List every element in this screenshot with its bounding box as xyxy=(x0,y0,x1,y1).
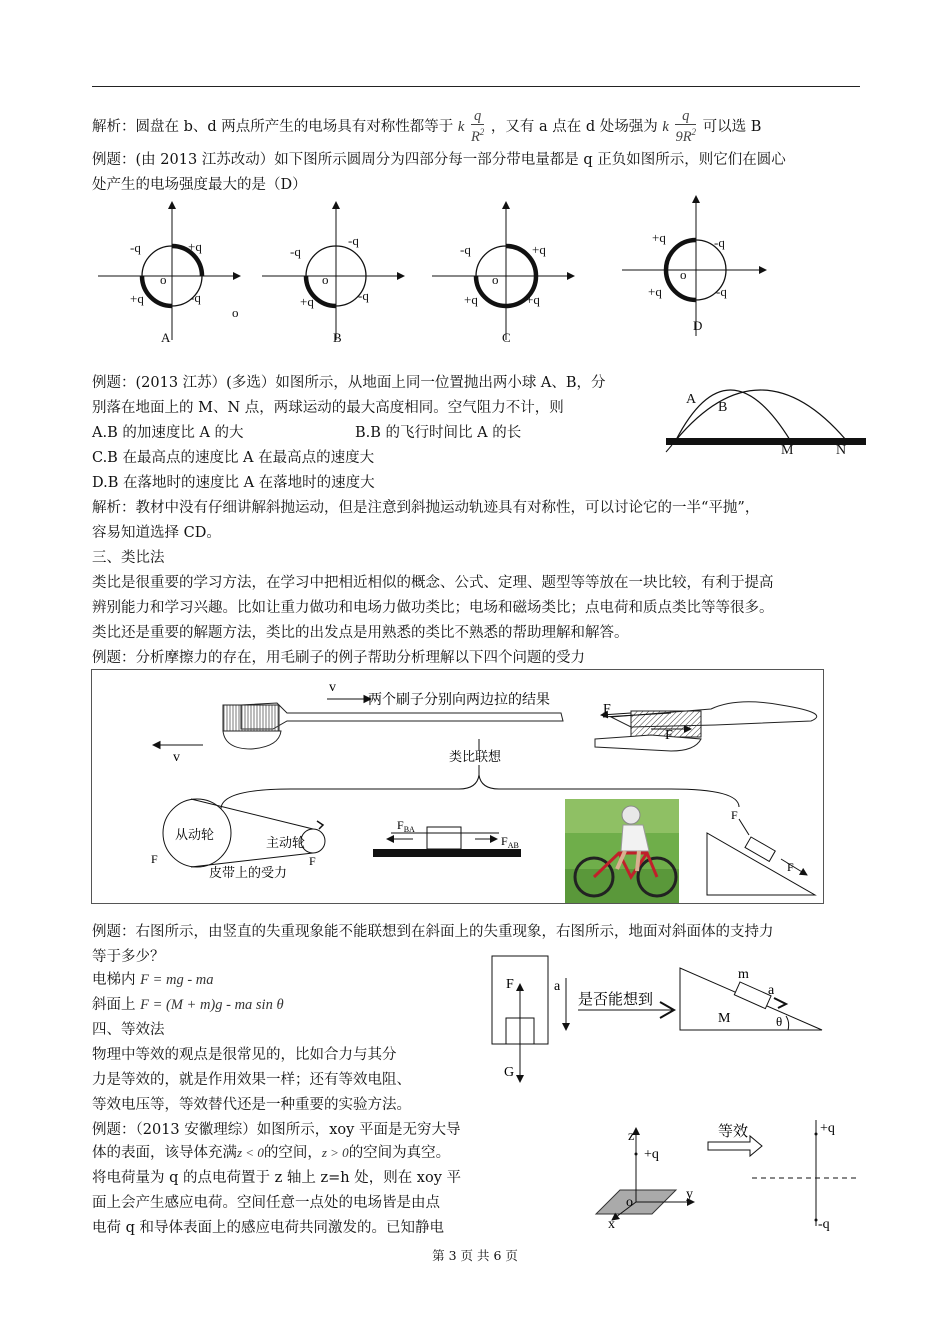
svg-text:v: v xyxy=(173,750,180,765)
svg-text:o: o xyxy=(680,267,687,282)
section3-example: 例题：分析摩擦力的存在，用毛刷子的例子帮助分析理解以下四个问题的受力 xyxy=(92,650,585,666)
svg-text:主动轮: 主动轮 xyxy=(266,835,306,850)
svg-text:等效: 等效 xyxy=(718,1124,749,1140)
svg-text:o: o xyxy=(492,272,499,287)
section3-title: 三、类比法 xyxy=(92,550,165,566)
svg-text:+q: +q xyxy=(526,292,540,307)
svg-text:-q: -q xyxy=(716,284,727,299)
header-rule xyxy=(92,86,860,87)
svg-text:+q: +q xyxy=(130,291,144,306)
example3-line2: 等于多少？ xyxy=(92,949,165,965)
svg-text:B: B xyxy=(333,330,342,345)
svg-text:o: o xyxy=(322,272,329,287)
fraction-q-over-9r2: $\frac{q}{9R^2}$ xyxy=(675,108,697,145)
section3-para-3: 类比还是重要的解题方法，类比的出发点是用熟悉的类比不熟悉的帮助理解和解答。 xyxy=(92,625,629,641)
example2-analysis-2: 容易知道选择 CD。 xyxy=(92,525,221,541)
slope-formula-line: 斜面上 F = (M + m)g - ma sin θ xyxy=(92,997,284,1013)
svg-text:F: F xyxy=(309,854,316,868)
image-charge-figure xyxy=(590,1112,860,1236)
svg-text:-q: -q xyxy=(714,235,725,250)
example4-line2: 体的表面，该导体充满z < 0的空间，z > 0的空间为真空。 xyxy=(92,1145,451,1161)
example4-line1: 例题：（2013 安徽理综）如图所示，xoy 平面是无穷大导 xyxy=(92,1122,461,1138)
svg-text:类比联想: 类比联想 xyxy=(449,749,502,764)
analysis-text: 解析：圆盘在 b、d 两点所产生的电场具有对称性都等于 xyxy=(92,118,454,135)
svg-text:-q: -q xyxy=(460,242,471,257)
svg-text:FAB: $F_{AB}$ xyxy=(501,834,519,850)
example4-line3: 将电荷量为 q 的点电荷置于 z 轴上 z=h 处，则在 xoy 平 xyxy=(92,1170,462,1186)
svg-text:z: z xyxy=(628,1129,635,1144)
circle-a xyxy=(98,202,240,345)
svg-text:+q: +q xyxy=(820,1121,835,1136)
svg-text:+q: +q xyxy=(648,284,662,299)
svg-text:x: x xyxy=(608,1217,615,1232)
svg-text:-q: -q xyxy=(290,244,301,259)
brush-friction-figure xyxy=(91,669,825,905)
bicycle-photo xyxy=(565,799,679,903)
svg-text:C: C xyxy=(502,330,511,345)
section4-para-2: 力是等效的，就是作用效果一样；还有等效电阻、 xyxy=(92,1072,411,1088)
svg-text:F: F xyxy=(787,860,794,874)
formula-k: k xyxy=(457,118,465,135)
svg-text:F: F xyxy=(665,728,673,743)
example2-analysis-1: 解析：教材中没有仔细讲解斜抛运动，但是注意到斜抛运动轨迹具有对称性，可以讨论它的一半“平抛”， xyxy=(92,500,760,516)
svg-text:皮带上的受力: 皮带上的受力 xyxy=(209,865,288,880)
page-footer: 第 3 页 共 6 页 xyxy=(432,1248,518,1263)
svg-text:是否能想到: 是否能想到 xyxy=(578,992,654,1008)
svg-text:-q: -q xyxy=(358,288,369,303)
svg-text:+q: +q xyxy=(652,230,666,245)
section3-para-2: 辨别能力和学习兴趣。比如让重力做功和电场力做功类比；电场和磁场类比；点电荷和质点类比等等很多。 xyxy=(92,600,774,616)
svg-text:-q: -q xyxy=(130,240,141,255)
svg-text:-q: -q xyxy=(190,290,201,305)
slope-formula: F = (M + m)g - ma sin θ xyxy=(140,997,284,1013)
svg-text:m: m xyxy=(738,967,749,982)
example2-option-d: D.B 在落地时的速度比 A 在落地时的速度大 xyxy=(92,475,375,491)
circle-b xyxy=(262,202,404,345)
section3-para-1: 类比是很重要的学习方法，在学习中把相近相似的概念、公式、定理、题型等等放在一块比较，有利于提高 xyxy=(92,575,774,591)
svg-text:两个刷子分别向两边拉的结果: 两个刷子分别向两边拉的结果 xyxy=(368,693,550,708)
svg-text:v: v xyxy=(329,680,336,695)
svg-text:o: o xyxy=(626,1195,633,1210)
example4-line5: 电荷 q 和导体表面上的感应电荷共同激发的。已知静电 xyxy=(92,1220,444,1236)
analysis-text-3: 可以选 B xyxy=(702,118,762,135)
svg-text:+q: +q xyxy=(188,239,202,254)
svg-text:FBA: $F_{BA}$ xyxy=(397,818,415,834)
circle-c xyxy=(432,202,574,345)
svg-text:D: D xyxy=(693,318,703,333)
svg-text:-q: -q xyxy=(348,233,359,248)
example2-option-c: C.B 在最高点的速度比 A 在最高点的速度大 xyxy=(92,450,375,466)
formula-k-2: k xyxy=(662,118,669,135)
svg-text:+q: +q xyxy=(644,1147,659,1162)
svg-text:a: a xyxy=(554,979,561,994)
svg-text:F: F xyxy=(603,702,611,717)
fraction-q-over-r2: $\frac{q}{R^2}$ xyxy=(470,108,485,145)
svg-text:θ: θ xyxy=(776,1014,783,1029)
example2-option-a: A.B 的加速度比 A 的大 xyxy=(92,425,244,441)
section4-para-1: 物理中等效的观点是很常见的，比如合力与其分 xyxy=(92,1047,397,1063)
svg-text:+q: +q xyxy=(464,292,478,307)
example1-line1: 例题：(由 2013 江苏改动）如下图所示圆周分为四部分每一部分带电量都是 q 正负如图所示，则它们在圆心 xyxy=(92,152,786,168)
analysis-text-2: ，又有 a 点在 d 处场强为 xyxy=(490,118,658,135)
svg-text:+q: +q xyxy=(532,242,546,257)
svg-text:+q: +q xyxy=(300,294,314,309)
analysis-line xyxy=(92,109,761,145)
svg-text:-q: -q xyxy=(818,1217,830,1232)
example1-line2: 处产生的电场强度最大的是（D） xyxy=(92,177,307,193)
section4-para-3: 等效电压等，等效替代还是一种重要的实验方法。 xyxy=(92,1097,411,1113)
svg-text:B: B xyxy=(718,400,728,415)
section4-title: 四、等效法 xyxy=(92,1022,165,1038)
svg-text:M: M xyxy=(781,443,794,458)
charged-circles-figure xyxy=(90,190,790,350)
elevator-formula: F = mg - ma xyxy=(140,972,214,988)
svg-text:F: F xyxy=(506,977,514,992)
svg-text:F: F xyxy=(731,808,738,822)
svg-text:A: A xyxy=(161,330,171,345)
svg-text:a: a xyxy=(768,983,775,998)
elevator-slope-figure xyxy=(488,948,828,1088)
svg-text:o: o xyxy=(232,305,239,320)
projectile-figure xyxy=(660,370,870,460)
svg-text:从动轮: 从动轮 xyxy=(175,827,215,842)
svg-text:M: M xyxy=(718,1011,731,1026)
svg-text:F: F xyxy=(151,852,158,866)
example4-line4: 面上会产生感应电荷。空间任意一点处的电场皆是由点 xyxy=(92,1195,440,1211)
example2-option-b: B.B 的飞行时间比 A 的长 xyxy=(355,425,522,441)
svg-text:y: y xyxy=(686,1187,693,1202)
example2-line1: 例题：(2013 江苏）(多选）如图所示，从地面上同一位置抛出两小球 A、B，分 xyxy=(92,375,606,391)
example2-line2: 别落在地面上的 M、N 点，两球运动的最大高度相同。空气阻力不计，则 xyxy=(92,400,564,416)
elevator-formula-line: 电梯内 F = mg - ma xyxy=(92,972,214,988)
circle-d xyxy=(622,196,766,336)
svg-text:G: G xyxy=(504,1065,515,1080)
svg-text:A: A xyxy=(686,392,697,407)
svg-text:o: o xyxy=(160,272,167,287)
svg-text:N: N xyxy=(836,443,847,458)
example3-line1: 例题：右图所示，由竖直的失重现象能不能联想到在斜面上的失重现象，右图所示，地面对斜面体的支持力 xyxy=(92,924,774,940)
